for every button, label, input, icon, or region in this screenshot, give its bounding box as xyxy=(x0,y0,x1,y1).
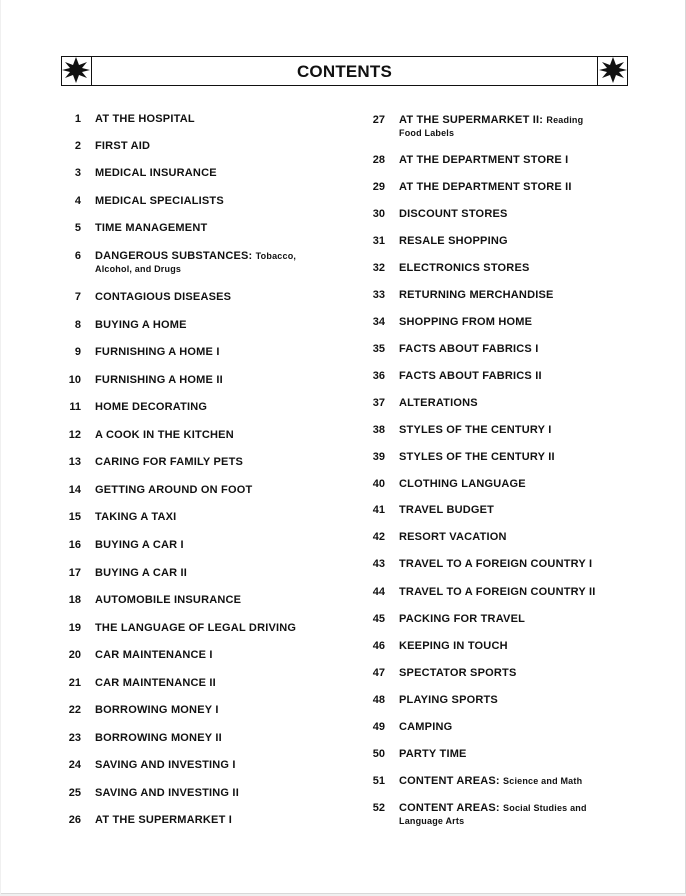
entry-title xyxy=(95,732,222,745)
entry-number: 39 xyxy=(372,451,385,463)
entry-title-main: AT THE SUPERMARKET II: xyxy=(399,114,547,126)
entry-title-main: SAVING AND INVESTING I xyxy=(95,759,236,771)
entry-number: 48 xyxy=(372,694,385,706)
entry-title xyxy=(95,787,239,800)
entry-title xyxy=(95,622,296,635)
entry-number: 3 xyxy=(74,167,81,179)
entry-title-main: TRAVEL TO A FOREIGN COUNTRY II xyxy=(399,586,596,598)
entry-subtitle-continued: Food Labels xyxy=(399,128,455,138)
entry-number: 27 xyxy=(372,114,385,126)
entry-number: 31 xyxy=(372,235,385,247)
entry-title xyxy=(399,262,530,275)
entry-title-main: CLOTHING LANGUAGE xyxy=(399,478,526,490)
entry-title-main: AT THE HOSPITAL xyxy=(95,113,195,125)
entry-number: 40 xyxy=(372,478,385,490)
star-icon xyxy=(597,56,628,86)
entry-number: 4 xyxy=(74,195,81,207)
entry-number: 16 xyxy=(68,539,81,551)
entry-title xyxy=(95,374,223,387)
entry-title-main: MEDICAL INSURANCE xyxy=(95,167,217,179)
entry-title xyxy=(95,649,213,662)
contents-header xyxy=(61,56,628,86)
entry-number: 24 xyxy=(68,759,81,771)
entry-number: 32 xyxy=(372,262,385,274)
entry-number: 17 xyxy=(68,567,81,579)
entry-title-main: THE LANGUAGE OF LEGAL DRIVING xyxy=(95,622,297,634)
entry-number: 2 xyxy=(74,140,81,152)
entry-title-main: BUYING A CAR II xyxy=(95,567,188,579)
entry-number: 38 xyxy=(372,424,385,436)
entry-number: 10 xyxy=(68,374,81,386)
entry-title-main: TRAVEL TO A FOREIGN COUNTRY I xyxy=(399,558,593,570)
entry-title-main: HOME DECORATING xyxy=(95,401,208,413)
entry-title xyxy=(399,802,587,828)
entry-number: 28 xyxy=(372,154,385,166)
entry-number: 6 xyxy=(74,250,81,262)
entry-number: 51 xyxy=(372,775,385,787)
entry-title-main: AT THE DEPARTMENT STORE I xyxy=(399,154,569,166)
entry-title-main: MEDICAL SPECIALISTS xyxy=(95,195,224,207)
entry-title xyxy=(399,640,508,653)
entry-title-main: PLAYING SPORTS xyxy=(399,694,498,706)
entry-title xyxy=(399,586,595,599)
entry-title xyxy=(399,114,583,140)
entry-title-main: FURNISHING A HOME I xyxy=(95,346,220,358)
entry-title-main: GETTING AROUND ON FOOT xyxy=(95,484,253,496)
entry-number: 14 xyxy=(68,484,81,496)
entry-title-main: SPECTATOR SPORTS xyxy=(399,667,517,679)
entry-title xyxy=(399,748,467,761)
entry-title xyxy=(399,343,538,356)
entry-subtitle: Reading xyxy=(546,115,584,125)
entry-number: 11 xyxy=(69,401,81,413)
entry-number: 52 xyxy=(372,802,385,814)
entry-title-main: BUYING A HOME xyxy=(95,319,187,331)
entry-title xyxy=(95,195,224,208)
entry-number: 7 xyxy=(74,291,81,303)
entry-title xyxy=(95,456,243,469)
entry-title xyxy=(95,511,176,524)
entry-title xyxy=(95,429,234,442)
entry-title-main: TRAVEL BUDGET xyxy=(399,504,495,516)
entry-title-main: SHOPPING FROM HOME xyxy=(399,316,533,328)
entry-title-main: CAR MAINTENANCE II xyxy=(95,677,216,689)
entry-title-main: A COOK IN THE KITCHEN xyxy=(95,429,234,441)
entry-subtitle-continued: Alcohol, and Drugs xyxy=(95,264,182,274)
entry-number: 18 xyxy=(68,594,81,606)
entry-title-main: FACTS ABOUT FABRICS I xyxy=(399,343,539,355)
entry-title xyxy=(95,250,296,276)
entry-title xyxy=(95,814,232,827)
entry-title-main: STYLES OF THE CENTURY II xyxy=(399,451,555,463)
entry-title-main: CONTAGIOUS DISEASES xyxy=(95,291,232,303)
entry-subtitle: Social Studies and xyxy=(503,803,587,813)
entry-number: 49 xyxy=(372,721,385,733)
entry-title xyxy=(95,222,207,235)
entry-number: 21 xyxy=(68,677,81,689)
entry-title xyxy=(399,558,592,571)
entry-title-main: CAR MAINTENANCE I xyxy=(95,649,213,661)
entry-title-main: TIME MANAGEMENT xyxy=(95,222,208,234)
entry-title-main: CONTENT AREAS: xyxy=(399,802,504,814)
entry-title xyxy=(399,451,555,464)
entry-title xyxy=(399,424,552,437)
entry-title-main: CARING FOR FAMILY PETS xyxy=(95,456,244,468)
entry-number: 34 xyxy=(372,316,385,328)
entry-title-main: DANGEROUS SUBSTANCES: xyxy=(95,250,256,262)
entry-number: 5 xyxy=(74,222,81,234)
entry-number: 46 xyxy=(372,640,385,652)
entry-title-main: AT THE DEPARTMENT STORE II xyxy=(399,181,572,193)
entry-title-main: BUYING A CAR I xyxy=(95,539,184,551)
entry-title xyxy=(399,154,568,167)
contents-page xyxy=(1,0,686,894)
entry-title-main: FIRST AID xyxy=(95,140,151,152)
entry-title-main: KEEPING IN TOUCH xyxy=(399,640,508,652)
entry-number: 15 xyxy=(68,511,81,523)
entry-number: 25 xyxy=(68,787,81,799)
entry-title xyxy=(399,316,532,329)
entry-title-main: ALTERATIONS xyxy=(399,397,478,409)
entry-title-main: AT THE SUPERMARKET I xyxy=(95,814,233,826)
entry-number: 33 xyxy=(372,289,385,301)
entry-title xyxy=(95,319,187,332)
entry-title-main: SAVING AND INVESTING II xyxy=(95,787,239,799)
entry-title xyxy=(399,397,478,410)
entry-subtitle: Tobacco, xyxy=(255,251,297,261)
entry-subtitle-continued: Language Arts xyxy=(399,816,465,826)
entry-number: 13 xyxy=(68,456,81,468)
entry-title-main: STYLES OF THE CENTURY I xyxy=(399,424,552,436)
entry-title-main: FURNISHING A HOME II xyxy=(95,374,223,386)
entry-title xyxy=(95,113,195,126)
entry-title xyxy=(399,370,542,383)
entry-title xyxy=(399,531,507,544)
entry-title xyxy=(95,346,220,359)
entry-title xyxy=(95,704,219,717)
entry-number: 30 xyxy=(372,208,385,220)
entry-number: 44 xyxy=(372,586,385,598)
entry-title-main: PARTY TIME xyxy=(399,748,467,760)
entry-title-main: PACKING FOR TRAVEL xyxy=(399,613,526,625)
entry-title xyxy=(399,613,525,626)
entry-number: 45 xyxy=(372,613,385,625)
entry-number: 22 xyxy=(68,704,81,716)
entry-number: 42 xyxy=(372,531,385,543)
entry-number: 41 xyxy=(372,504,385,516)
entry-number: 43 xyxy=(372,558,385,570)
entry-title xyxy=(95,140,150,153)
entry-number: 9 xyxy=(74,346,81,358)
entry-number: 8 xyxy=(74,319,81,331)
entry-number: 37 xyxy=(372,397,385,409)
entry-number: 12 xyxy=(68,429,81,441)
entry-title xyxy=(399,235,508,248)
page-title: CONTENTS xyxy=(296,62,393,81)
entry-title xyxy=(95,539,184,552)
entry-title-main: DISCOUNT STORES xyxy=(399,208,508,220)
entry-title-main: AUTOMOBILE INSURANCE xyxy=(95,594,242,606)
entry-title-main: BORROWING MONEY II xyxy=(95,732,222,744)
entry-title xyxy=(95,594,241,607)
entry-number: 36 xyxy=(372,370,385,382)
entry-title xyxy=(399,289,554,302)
entry-title xyxy=(399,478,526,491)
entry-title-main: ELECTRONICS STORES xyxy=(399,262,530,274)
entry-title-main: RETURNING MERCHANDISE xyxy=(399,289,554,301)
entry-title-main: RESALE SHOPPING xyxy=(399,235,508,247)
entry-title xyxy=(399,504,494,517)
entry-number: 47 xyxy=(372,667,385,679)
entry-subtitle: Science and Math xyxy=(503,776,583,786)
entry-number: 26 xyxy=(68,814,81,826)
entry-title xyxy=(399,775,582,788)
entry-number: 50 xyxy=(372,748,385,760)
entry-title xyxy=(399,694,498,707)
entry-number: 19 xyxy=(68,622,81,634)
entry-title xyxy=(95,677,216,690)
entry-title-main: BORROWING MONEY I xyxy=(95,704,219,716)
entry-number: 35 xyxy=(372,343,385,355)
entry-title xyxy=(399,667,517,680)
entry-number: 1 xyxy=(74,113,81,125)
entry-title xyxy=(95,291,231,304)
entry-title xyxy=(95,567,187,580)
entry-number: 20 xyxy=(68,649,81,661)
entry-title xyxy=(95,484,252,497)
entry-title xyxy=(95,167,217,180)
entry-title xyxy=(95,401,207,414)
entry-title xyxy=(399,181,572,194)
entry-number: 23 xyxy=(68,732,81,744)
entry-title-main: RESORT VACATION xyxy=(399,531,507,543)
entry-title xyxy=(399,721,452,734)
entry-title-main: CAMPING xyxy=(399,721,453,733)
entry-title-main: CONTENT AREAS: xyxy=(399,775,504,787)
entry-title xyxy=(95,759,236,772)
entry-title-main: TAKING A TAXI xyxy=(95,511,177,523)
entry-number: 29 xyxy=(372,181,385,193)
entry-title-main: FACTS ABOUT FABRICS II xyxy=(399,370,542,382)
entry-title xyxy=(399,208,508,221)
